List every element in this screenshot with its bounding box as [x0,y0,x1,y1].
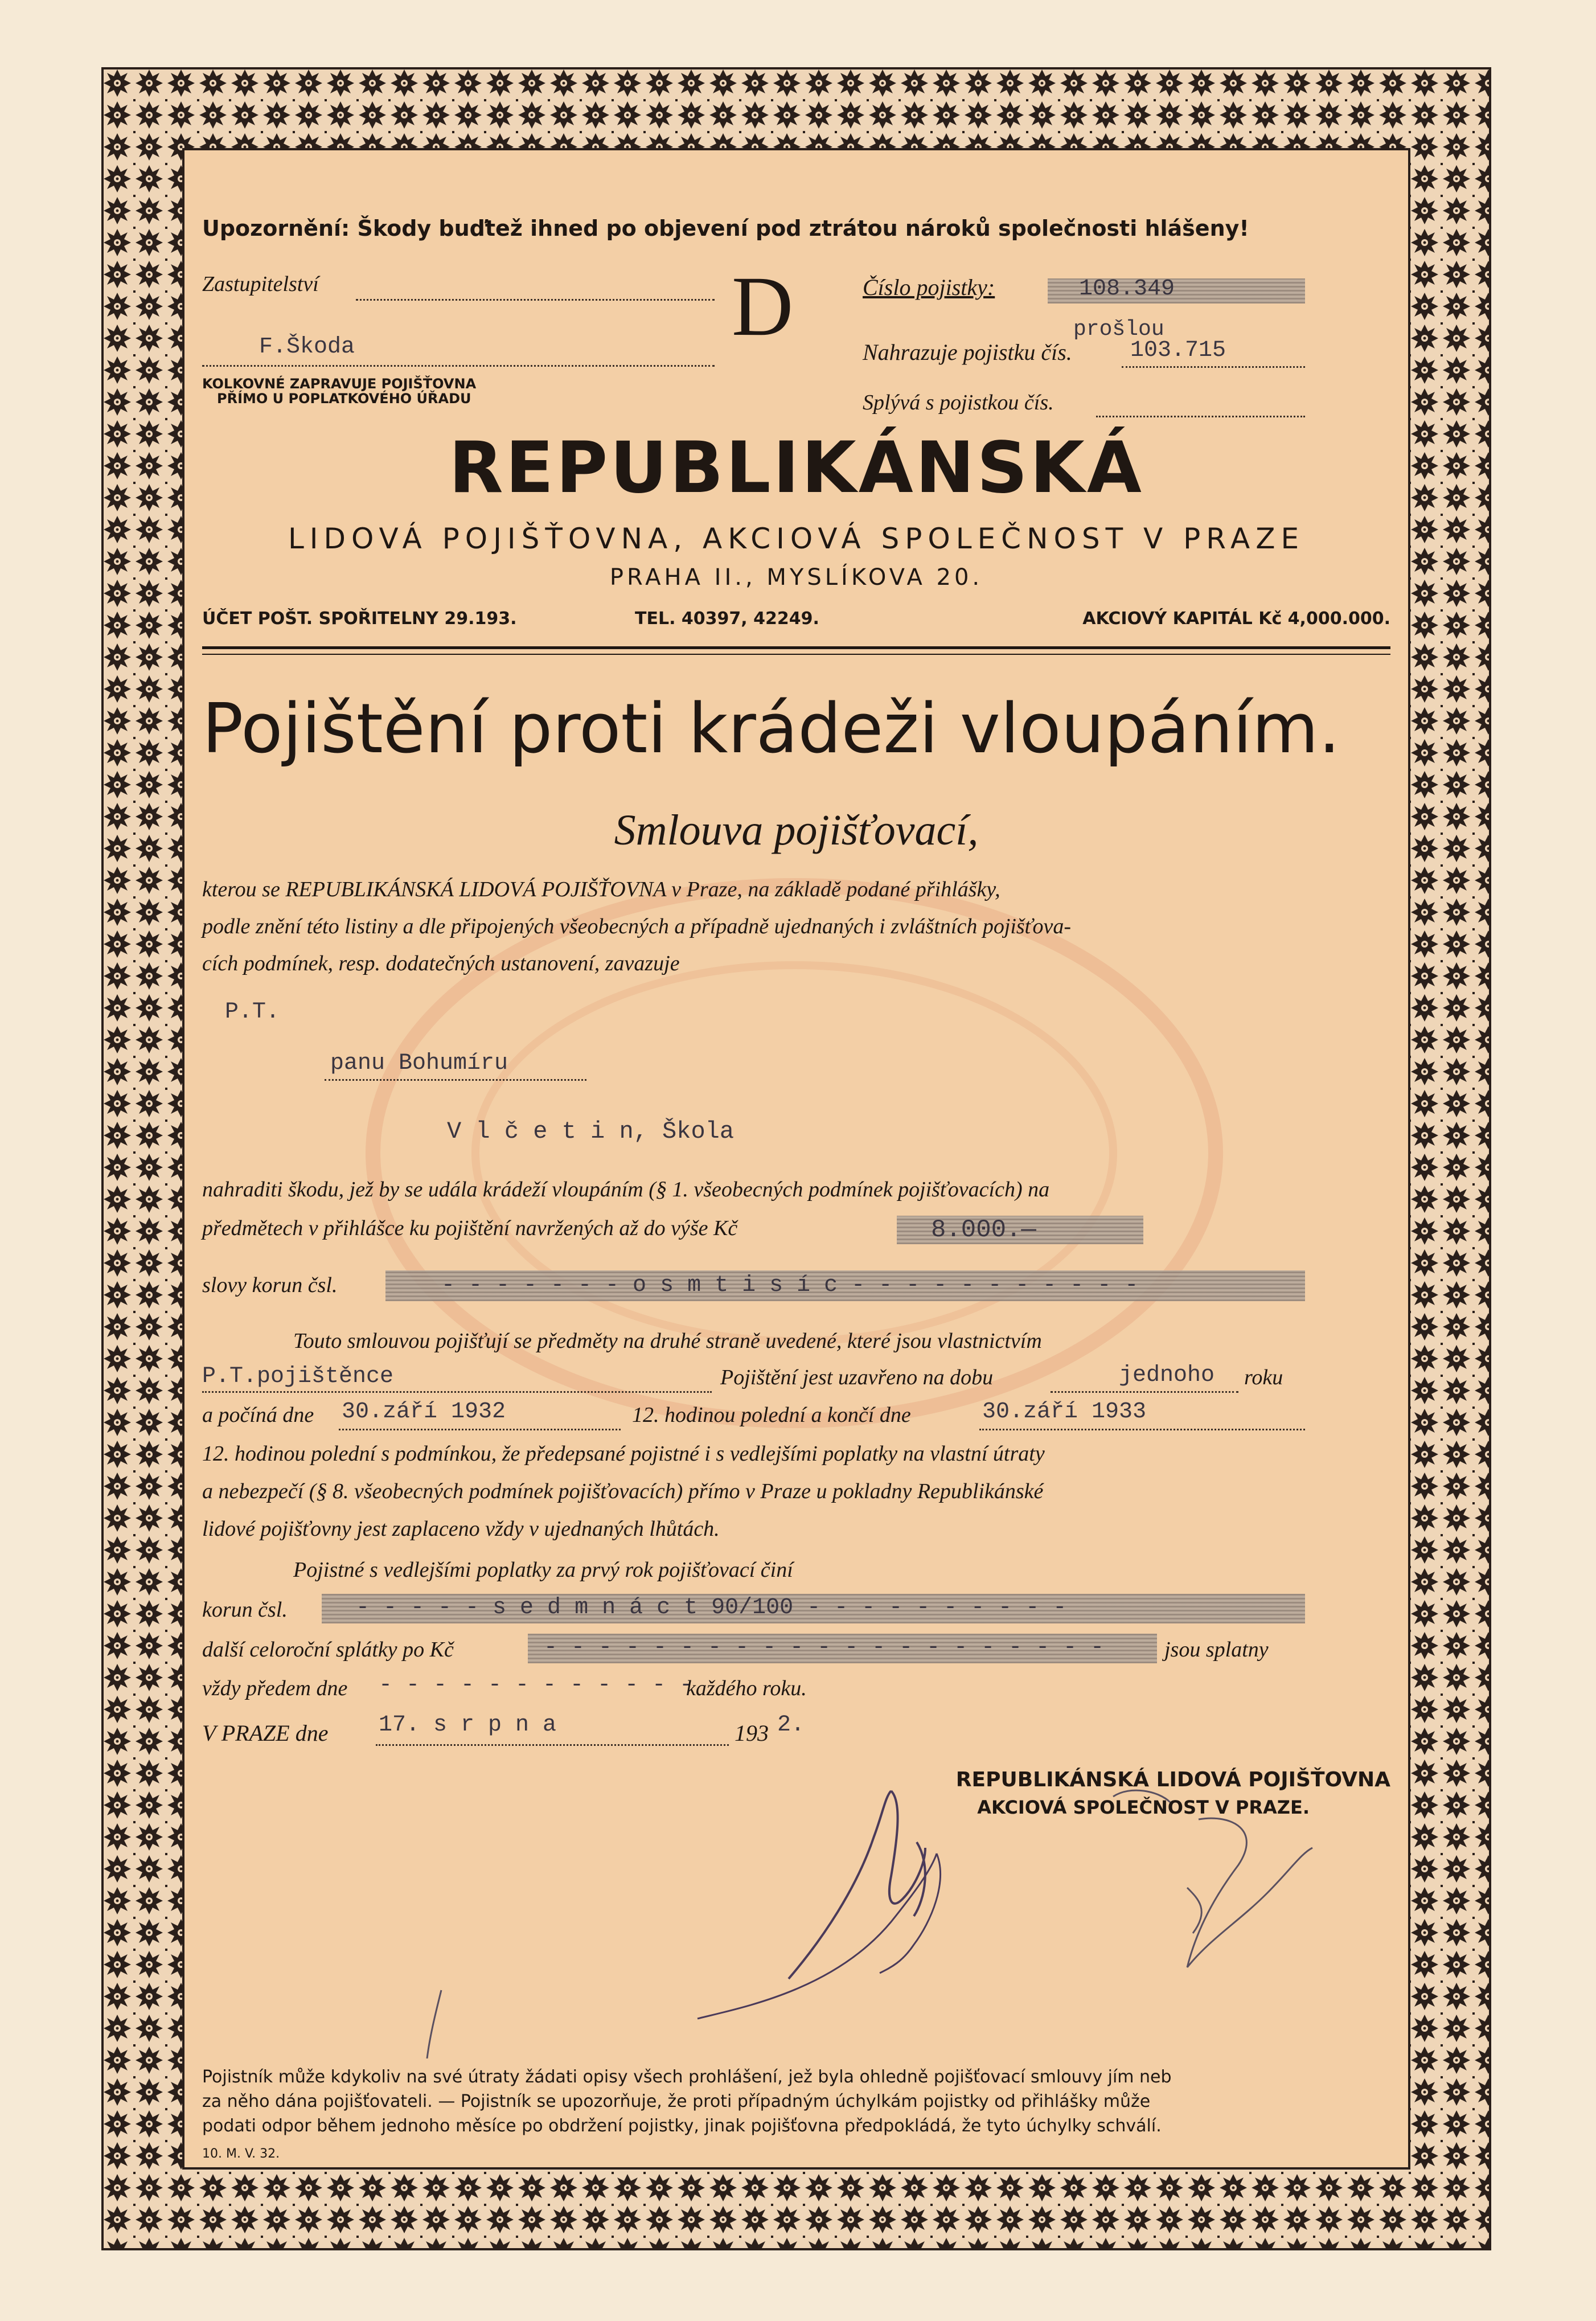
sum-value: 8.000.— [931,1216,1036,1244]
policy-number-value: 108.349 [1079,276,1175,302]
place-date: 17. s r p n a [379,1712,557,1738]
installment-value: - - - - - - - - - - - - - - - - - - - - - [544,1635,1105,1660]
company-name: REPUBLIKÁNSKÁ [449,427,1144,509]
premium-line: Pojistné s vedlejšími poplatky za prvý rok pojišťovací činí [293,1558,793,1582]
policy-number-label: Číslo pojistky: [863,274,995,300]
agency-value-line [202,365,715,367]
signature-company-line-1: REPUBLIKÁNSKÁ LIDOVÁ POJIŠŤOVNA [955,1768,1390,1791]
agency-dotted-line [356,299,715,301]
expires-label: Splývá s pojistkou čís. [863,391,1054,415]
handwritten-signatures-icon [401,1751,1369,2058]
place-label: V PRAZE dne [202,1720,329,1746]
compensate-line-1: nahraditi škodu, jež by se udála krádeží vloupáním (§ 1. všeobecných podmínek pojišťovacích) na [202,1178,1050,1201]
agency-label: Zastupitelství [202,272,319,296]
year-prefix: 193 [735,1720,769,1746]
owner-line: Touto smlouvou pojišťují se předměty na druhé straně uvedené, které jsou vlastnictvím [293,1329,1042,1353]
condition-line-1: 12. hodinou polední s podmínkou, že předepsané pojistné i s vedlejšími poplatky na vlastní útraty [202,1442,1045,1466]
compensate-line-2: předmětech v přihlášce ku pojištění navržených až do výše Kč [202,1216,738,1240]
footer-note-2: za něho dána pojišťovateli. — Pojistník se upozorňuje, že proti případným úchylkám pojistky od přihlášky může [202,2092,1151,2111]
company-phone: TEL. 40397, 42249. [635,609,819,629]
company-address: PRAHA II., MYSLÍKOVA 20. [609,564,983,590]
agency-value: F.Škoda [259,334,355,360]
due-value: - - - - - - - - - - - - [379,1672,694,1698]
salutation: P.T. [225,999,280,1025]
condition-line-3: lidové pojišťovny jest zaplaceno vždy v ujednaných lhůtách. [202,1517,720,1541]
start-date: 30.září 1932 [342,1399,506,1425]
footer-note-1: Pojistník může kdykoliv na své útraty žádati opisy všech prohlášení, jež byla ohledně pojišťovací smlouvy jím neb [202,2067,1172,2087]
insured-name: panu Bohumíru [330,1051,508,1076]
intro-line-2: podle znění této listiny a dle připojených všeobecných a případně ujednaných i zvláštních pojišťova- [202,915,1072,938]
replaces-value: 103.715 [1130,338,1226,363]
start-date-line [339,1429,621,1430]
words-value: - - - - - - - o s m t i s í c - - - - - - - - - - - [441,1273,1139,1298]
intro-line-3: cích podmínek, resp. dodatečných ustanovení, zavazuje [202,952,680,975]
stamp-note: KOLKOVNÉ ZAPRAVUJE POJIŠŤOVNA PŘÍMO U POPLATKOVÉHO ÚŘADU [202,376,477,407]
signature-company-line-2: AKCIOVÁ SPOLEČNOST V PRAZE. [977,1797,1310,1818]
form-code: 10. M. V. 32. [202,2147,280,2161]
document-title: Pojištění proti krádeži vloupáním. [202,690,1340,769]
intro-line-1: kterou se REPUBLIKÁNSKÁ LIDOVÁ POJIŠŤOVNA v Praze, na základě podané přihlášky, [202,877,1000,901]
end-date-line [979,1429,1305,1430]
document-content [202,168,1390,2161]
place-date-line [376,1744,729,1746]
header-rule-thin [202,654,1390,655]
term-value: jednoho [1119,1363,1215,1388]
document-subtitle: Smlouva pojišťovací, [614,806,979,854]
replaces-label: Nahrazuje pojistku čís. [863,339,1072,365]
year-digit: 2. [777,1712,805,1738]
term-unit: roku [1244,1365,1283,1389]
term-label: Pojištění jest uzavřeno na dobu [720,1365,994,1389]
owner-value: P.T.pojištěnce [202,1364,394,1389]
insured-name-line [325,1079,586,1081]
header-rule-thick [202,646,1390,649]
company-capital: AKCIOVÝ KAPITÁL Kč 4,000.000. [1082,609,1390,629]
installment-label: další celoroční splátky po Kč [202,1638,454,1662]
term-line [1051,1391,1238,1393]
expires-line [1096,416,1305,417]
condition-line-2: a nebezpečí (§ 8. všeobecných podmínek pojišťovacích) přímo v Praze u pokladny Republikánské [202,1479,1044,1503]
due-label: vždy předem dne [202,1676,348,1700]
owner-line-dots [202,1391,712,1393]
premium-label: korun čsl. [202,1598,288,1622]
premium-value: - - - - - s e d m n á c t 90/100 - - - - - - - - - - [356,1595,1067,1621]
end-date: 30.září 1933 [982,1399,1147,1425]
due-suffix: každého roku. [686,1676,807,1700]
warning-text: Škody buďtež ihned po objevení pod ztrátou nároků společnosti hlášeny! [357,216,1249,241]
warning-label: Upozornění: [202,216,350,241]
footer-note-3: podati odpor během jednoho měsíce po obdržení pojistky, jinak pojišťovna předpokládá, že tyto úchylky schválí. [202,2116,1162,2136]
insured-address: V l č e t i n, Škola [447,1118,735,1145]
replaces-line [1122,366,1305,368]
company-account: ÚČET POŠT. SPOŘITELNY 29.193. [202,609,517,629]
words-label: slovy korun čsl. [202,1273,338,1297]
start-mid: 12. hodinou polední a končí dne [632,1403,911,1427]
series-letter: D [732,259,794,354]
installment-suffix: jsou splatny [1164,1638,1269,1662]
company-subtitle: LIDOVÁ POJIŠŤOVNA, AKCIOVÁ SPOLEČNOST V PRAZE [288,522,1305,555]
replaces-note: prošlou [1073,317,1164,342]
start-prefix: a počíná dne [202,1403,314,1427]
